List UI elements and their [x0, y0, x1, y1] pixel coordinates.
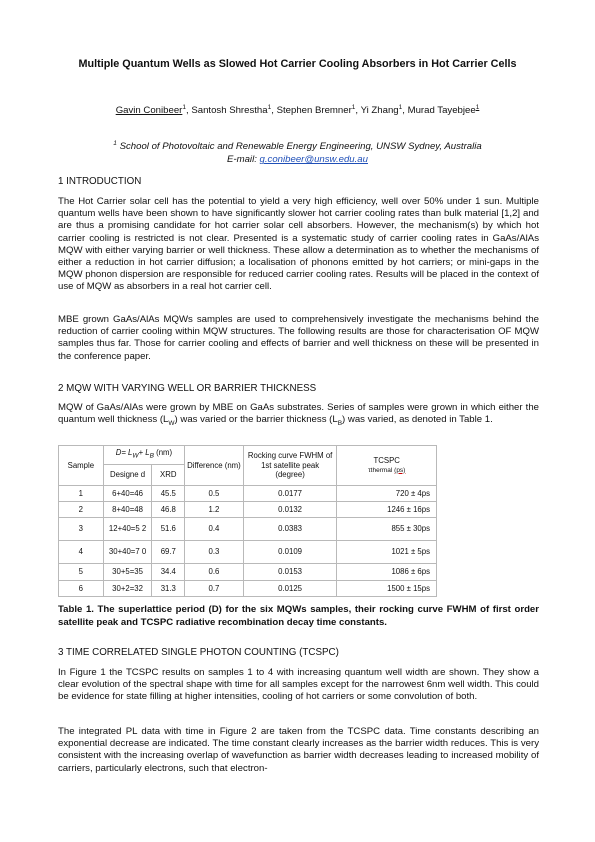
cell-fwhm: 0.0153 — [243, 564, 337, 581]
author-sup: 1 — [182, 104, 186, 111]
cell-tcspc: 1500 ± 15ps — [337, 581, 437, 597]
results-table — [58, 445, 437, 597]
author-sup: 1 — [398, 104, 403, 111]
cell-sample: 5 — [59, 564, 104, 581]
table-row — [59, 486, 437, 502]
col-tcspc: TCSPC τthermal (ps) — [337, 446, 437, 486]
author-name: Stephen Bremner — [276, 105, 352, 117]
cell-diff: 0.4 — [185, 518, 244, 541]
table-row — [59, 541, 437, 564]
cell-fwhm: 0.0125 — [243, 581, 337, 597]
author-list: Gavin Conibeer$^1$, Santosh Shrestha$^1$, Stephen Bremner$^1$, Yi Zhang$^1$, Murad Tayebjee$^1$ — [115, 104, 480, 117]
affiliation — [40, 137, 555, 166]
cell-sample: 6 — [59, 581, 104, 597]
intro-paragraph-1: The Hot Carrier solar cell has the potential to yield a very high efficiency, well over 50% under 1 sun. Multiple quantum wells have been shown to have significantly slower hot carrier cooling rates than bulk material [1,2] and are thus a promising candidate for hot carrier solar cell absorbers. However, the mechanism(s) by which hot carrier cooling is restricted is not clear. Presented is a systematic study of carrier cooling rates in GaAs/AlAs MQW with either varying barrier or well thickness. These allow a determination as to whether the mechanisms of either a reduction in hot carrier diffusion; a localisation of phonons emitted by hot carriers; or mini-gaps in the MQW phonon dispersion are responsible for reduced carrier cooling rates. Results will be placed in the context of use of MQW as absorbers in a real hot carrier cell. — [58, 196, 539, 293]
cell-sample: 4 — [59, 541, 104, 564]
cell-xrd: 45.5 — [152, 486, 185, 502]
intro-paragraph-2: MBE grown GaAs/AlAs MQWs samples are used to comprehensively investigate the mechanisms behind the reduction of carrier cooling within MQW structures. The following results are those for characterisation OF MQW samples thus far. Those for carrier cooling and effects of barrier and well thickness on these will be presented in the conference paper. — [58, 314, 539, 362]
cell-tcspc: 1246 ± 16ps — [337, 502, 437, 518]
cell-designed: 30+5=35 — [103, 564, 152, 581]
author-name: Murad Tayebjee — [407, 105, 476, 117]
cell-designed: 30+40=7 0 — [103, 541, 152, 564]
email-link[interactable]: g.conibeer@unsw.edu.au — [259, 154, 368, 166]
section-heading-mqw: 2 MQW WITH VARYING WELL OR BARRIER THICKNESS — [58, 383, 317, 394]
cell-sample: 1 — [59, 486, 104, 502]
author-name: Santosh Shrestha — [191, 105, 268, 117]
cell-tcspc: 855 ± 30ps — [337, 518, 437, 541]
author-sup: 1 — [351, 104, 356, 111]
cell-fwhm: 0.0109 — [243, 541, 337, 564]
tcspc-paragraph-1: In Figure 1 the TCSPC results on samples 1 to 4 with increasing quantum well width are shown. They show a clear evolution of the spectral shape with time for all samples except for the narrowest 6nm well width. This could be evidence for state filling at higher intensities, cooling of hot carriers or some convolution of both. — [58, 667, 539, 703]
cell-fwhm: 0.0383 — [243, 518, 337, 541]
col-period: $D= L_W+ L_B$ (nm) — [103, 446, 184, 465]
cell-diff: 0.6 — [185, 564, 244, 581]
cell-sample: 2 — [59, 502, 104, 518]
cell-designed: 6+40=46 — [103, 486, 152, 502]
cell-tcspc: 720 ± 4ps — [337, 486, 437, 502]
mqw-text: ) was varied, as denoted in Table 1. — [342, 414, 493, 426]
cell-xrd: 34.4 — [152, 564, 185, 581]
cell-fwhm: 0.0177 — [243, 486, 337, 502]
section-heading-introduction: 1 INTRODUCTION — [58, 176, 142, 187]
author-sup: 1 — [267, 104, 272, 111]
col-xrd: XRD — [152, 465, 185, 486]
table-row — [59, 502, 437, 518]
cell-xrd: 69.7 — [152, 541, 185, 564]
cell-fwhm: 0.0132 — [243, 502, 337, 518]
cell-xrd: 31.3 — [152, 581, 185, 597]
tcspc-paragraph-2: The integrated PL data with time in Figure 2 are taken from the TCSPC data. Time constants describing an exponential decrease are indicated. The time constant clearly increases as the barrier width reduces. This is very consistent with the increasing overlap of wavefunction as barrier width decreases leading to increased mobility of carriers, particularly electrons, such that electron- — [58, 726, 539, 774]
table-row — [59, 564, 437, 581]
cell-diff: 1.2 — [185, 502, 244, 518]
affiliation-text: School of Photovoltaic and Renewable Energy Engineering, UNSW Sydney, Australia — [119, 141, 482, 153]
section-heading-tcspc: 3 TIME CORRELATED SINGLE PHOTON COUNTING (TCSPC) — [58, 647, 339, 658]
cell-tcspc: 1086 ± 6ps — [337, 564, 437, 581]
author-sup: 1 — [475, 104, 480, 111]
cell-xrd: 46.8 — [152, 502, 185, 518]
author-name: Yi Zhang — [360, 105, 399, 117]
mqw-text: ) was varied or the barrier thickness (L — [174, 414, 338, 426]
paper-title: Multiple Quantum Wells as Slowed Hot Carrier Cooling Absorbers in Hot Carrier Cells — [78, 58, 517, 70]
cell-diff: 0.3 — [185, 541, 244, 564]
cell-sample: 3 — [59, 518, 104, 541]
mqw-sub-b: B — [337, 420, 343, 428]
email-label: E-mail: — [227, 154, 257, 166]
author-name: Gavin Conibeer — [115, 105, 183, 117]
cell-tcspc: 1021 ± 5ps — [337, 541, 437, 564]
mqw-sub-w: W — [168, 420, 175, 428]
cell-designed: 12+40=5 2 — [103, 518, 152, 541]
cell-designed: 8+40=48 — [103, 502, 152, 518]
affiliation-sup: 1 — [113, 140, 117, 147]
table-row — [59, 518, 437, 541]
cell-diff: 0.7 — [185, 581, 244, 597]
table-row — [59, 581, 437, 597]
cell-diff: 0.5 — [185, 486, 244, 502]
cell-designed: 30+2=32 — [103, 581, 152, 597]
table-caption: Table 1. The superlattice period (D) for the six MQWs samples, their rocking curve FWHM of first order satellite peak and TCSPC radiative recombination decay time constants. — [58, 604, 539, 628]
cell-xrd: 51.6 — [152, 518, 185, 541]
col-designed: Designe d — [103, 465, 152, 486]
col-rocking-curve: Rocking curve FWHM of 1st satellite peak (degree) — [243, 446, 337, 486]
col-difference: Difference (nm) — [185, 446, 244, 486]
col-sample: Sample — [59, 446, 104, 486]
mqw-paragraph — [58, 402, 539, 430]
mqw-text: MQW of GaAs/AlAs were grown by MBE on GaAs substrates. Series of samples were grown in which either the quantum well thickness (L — [58, 402, 539, 426]
